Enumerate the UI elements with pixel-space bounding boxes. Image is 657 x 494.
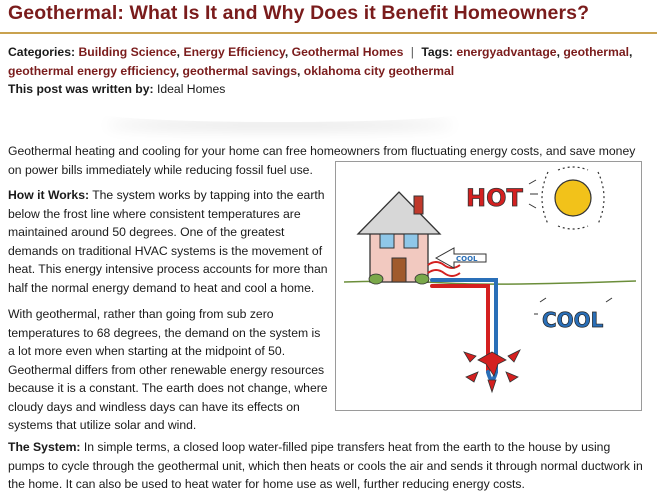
heat-waves-icon: [428, 262, 460, 276]
tags-label: Tags:: [421, 45, 453, 59]
the-system-paragraph: [8, 438, 648, 494]
tag-link-oklahoma-city-geothermal[interactable]: oklahoma city geothermal: [303, 63, 455, 78]
author-name: Ideal Homes: [156, 82, 226, 96]
tag-link-geothermal-savings[interactable]: geothermal savings: [182, 63, 297, 78]
intro-paragraph: Geothermal heating and cooling for your home can free homeowners from fluctuating energy costs, and save money on power bills immediately while reducing fossil fuel use.: [8, 144, 636, 177]
category-link-building-science[interactable]: Building Science: [78, 45, 177, 59]
the-system-text: In simple terms, a closed loop water-filled pipe transfers heat from the earth to the house by using pumps to cycle through the geothermal unit, which then heats or cools the air and sends it through normal ductwork in the home. It can also be used to heat water for home use as well, further reducing energy costs.: [8, 440, 643, 491]
post-meta: Categories: Building Science, Energy Efficiency, Geothermal Homes | Tags: energyadvantage, geothermal, geothermal energy efficiency, geothermal savings, oklahoma city geothermal This post was written by: Ideal Homes: [8, 45, 633, 96]
how-it-works-heading: How it Works:: [8, 188, 90, 202]
cool-label: COOL: [542, 308, 604, 332]
cool-small-label: COOL: [456, 255, 478, 263]
post-title[interactable]: Geothermal: What Is It and Why Does it Benefit Homeowners?: [8, 2, 590, 24]
geothermal-diagram-svg: [336, 162, 641, 410]
how-it-works-text: The system works by tapping into the earth below the frost line where consistent temperatures are maintained around 50 degrees. One of the greatest demands on traditional HVAC systems is the movement of heat. This energy intensive process accounts for more than half the normal energy demand to heat and cool a home.: [8, 188, 328, 295]
category-link-geothermal-homes[interactable]: Geothermal Homes: [291, 45, 404, 59]
meta-separator: |: [410, 45, 414, 59]
hot-rays-icon: [529, 180, 538, 208]
category-link-energy-efficiency[interactable]: Energy Efficiency: [183, 45, 285, 59]
house-icon: [358, 192, 440, 284]
title-divider: [0, 32, 657, 34]
header-shadow-divider: [100, 104, 460, 122]
sun-icon: [542, 167, 604, 229]
heat-arrows-icon: [464, 350, 520, 392]
geothermal-comparison-paragraph: With geothermal, rather than going from sub zero temperatures to 68 degrees, the demand on the system is a lot more even when starting at the midpoint of 50. Geothermal differs from other renewable energy resources because it is a constant. The earth does not change, where cloudy days and windless days can have its effects on systems that utilize solar and wind.: [8, 307, 328, 432]
tag-link-geothermal[interactable]: geothermal: [563, 45, 630, 59]
author-label: This post was written by:: [8, 82, 154, 96]
categories-label: Categories:: [8, 45, 76, 59]
geothermal-diagram: [335, 161, 642, 411]
hot-label: HOT: [466, 184, 523, 212]
tag-link-geothermal-energy-efficiency[interactable]: geothermal energy efficiency: [8, 63, 176, 78]
the-system-heading: The System:: [8, 440, 81, 454]
tag-link-energyadvantage[interactable]: energyadvantage: [456, 45, 557, 59]
how-it-works-paragraph: [8, 186, 330, 297]
